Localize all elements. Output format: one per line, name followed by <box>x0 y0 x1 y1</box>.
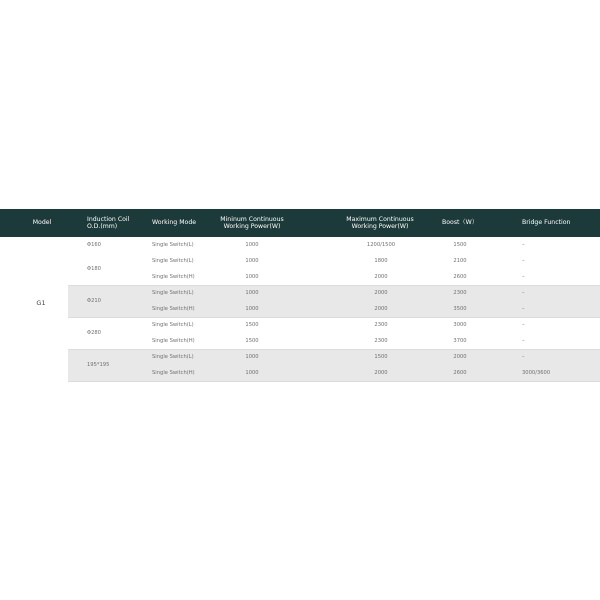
max-power-cell: 2300 <box>374 322 388 328</box>
header-bridge-function <box>522 209 592 237</box>
bridge-function-cell: – <box>522 258 525 264</box>
header-max-power-line2: Working Power(W) <box>351 223 409 230</box>
boost-cell: 3500 <box>453 306 467 312</box>
max-power-cell: 1500 <box>374 354 388 360</box>
group-divider <box>68 285 600 286</box>
bridge-function-cell: – <box>522 290 525 296</box>
header-min-power-line2: Working Power(W) <box>223 223 281 230</box>
min-power-cell: 1000 <box>245 306 259 312</box>
max-power-cell: 2000 <box>374 274 388 280</box>
working-mode-cell: Single Switch(H) <box>152 370 195 376</box>
coil-od-cell: Φ280 <box>87 330 101 336</box>
header-min-power <box>212 209 292 237</box>
header-coil-od-line1: Induction Coil <box>87 215 130 223</box>
min-power-cell: 1000 <box>245 354 259 360</box>
min-power-cell: 1000 <box>245 370 259 376</box>
working-mode-cell: Single Switch(H) <box>152 338 195 344</box>
table-body <box>0 237 600 381</box>
working-mode-cell: Single Switch(L) <box>152 290 194 296</box>
boost-cell: 3000 <box>453 322 467 328</box>
max-power-cell: 2000 <box>374 370 388 376</box>
group-divider <box>68 349 600 350</box>
table-header <box>0 209 600 237</box>
max-power-cell: 2000 <box>374 290 388 296</box>
header-bridge-function-label: Bridge Function <box>522 219 571 227</box>
max-power-cell: 2000 <box>374 306 388 312</box>
boost-cell: 2300 <box>453 290 467 296</box>
min-power-cell: 1500 <box>245 338 259 344</box>
row-band <box>68 285 600 317</box>
working-mode-cell: Single Switch(H) <box>152 306 195 312</box>
bridge-function-cell: 3000/3600 <box>522 370 551 376</box>
bridge-function-cell: – <box>522 274 525 280</box>
header-model-label: Model <box>32 219 52 227</box>
max-power-cell: 1800 <box>374 258 388 264</box>
header-working-mode-label: Working Mode <box>152 219 197 227</box>
working-mode-cell: Single Switch(L) <box>152 242 194 248</box>
header-min-power-line1: Mininum Continuous <box>220 215 284 223</box>
working-mode-cell: Single Switch(L) <box>152 354 194 360</box>
bridge-function-cell: – <box>522 338 525 344</box>
model-cell <box>0 231 82 375</box>
bridge-function-cell: – <box>522 242 525 248</box>
group-divider <box>68 317 600 318</box>
coil-od-cell: Φ210 <box>87 298 101 304</box>
bridge-function-cell: – <box>522 306 525 312</box>
bridge-function-cell: – <box>522 322 525 328</box>
header-max-power-line1: Maximum Continuous <box>346 215 414 223</box>
coil-od-cell: Φ180 <box>87 266 101 272</box>
min-power-cell: 1000 <box>245 290 259 296</box>
boost-cell: 2600 <box>453 274 467 280</box>
coil-od-cell: 195*195 <box>87 362 110 368</box>
header-coil-od-line2: O.D.(mm) <box>87 223 118 230</box>
min-power-cell: 1000 <box>245 274 259 280</box>
header-max-power <box>340 209 420 237</box>
group-divider <box>68 381 600 382</box>
max-power-cell: 1200/1500 <box>366 242 396 248</box>
spec-table <box>0 209 600 381</box>
working-mode-cell: Single Switch(L) <box>152 322 194 328</box>
boost-cell: 2000 <box>453 354 467 360</box>
boost-cell: 2600 <box>453 370 467 376</box>
boost-cell: 2100 <box>453 258 467 264</box>
working-mode-cell: Single Switch(H) <box>152 274 195 280</box>
header-boost-label: Boost（W） <box>442 219 478 227</box>
header-boost <box>435 209 485 237</box>
bridge-function-cell: – <box>522 354 525 360</box>
header-coil-od <box>87 209 143 237</box>
max-power-cell: 2300 <box>374 338 388 344</box>
model-label: G1 <box>36 299 46 307</box>
coil-od-cell: Φ160 <box>87 242 101 248</box>
header-working-mode <box>152 209 212 237</box>
min-power-cell: 1500 <box>245 322 259 328</box>
boost-cell: 1500 <box>453 242 467 248</box>
working-mode-cell: Single Switch(L) <box>152 258 194 264</box>
boost-cell: 3700 <box>453 338 467 344</box>
min-power-cell: 1000 <box>245 258 259 264</box>
row-band <box>68 349 600 381</box>
min-power-cell: 1000 <box>245 242 259 248</box>
